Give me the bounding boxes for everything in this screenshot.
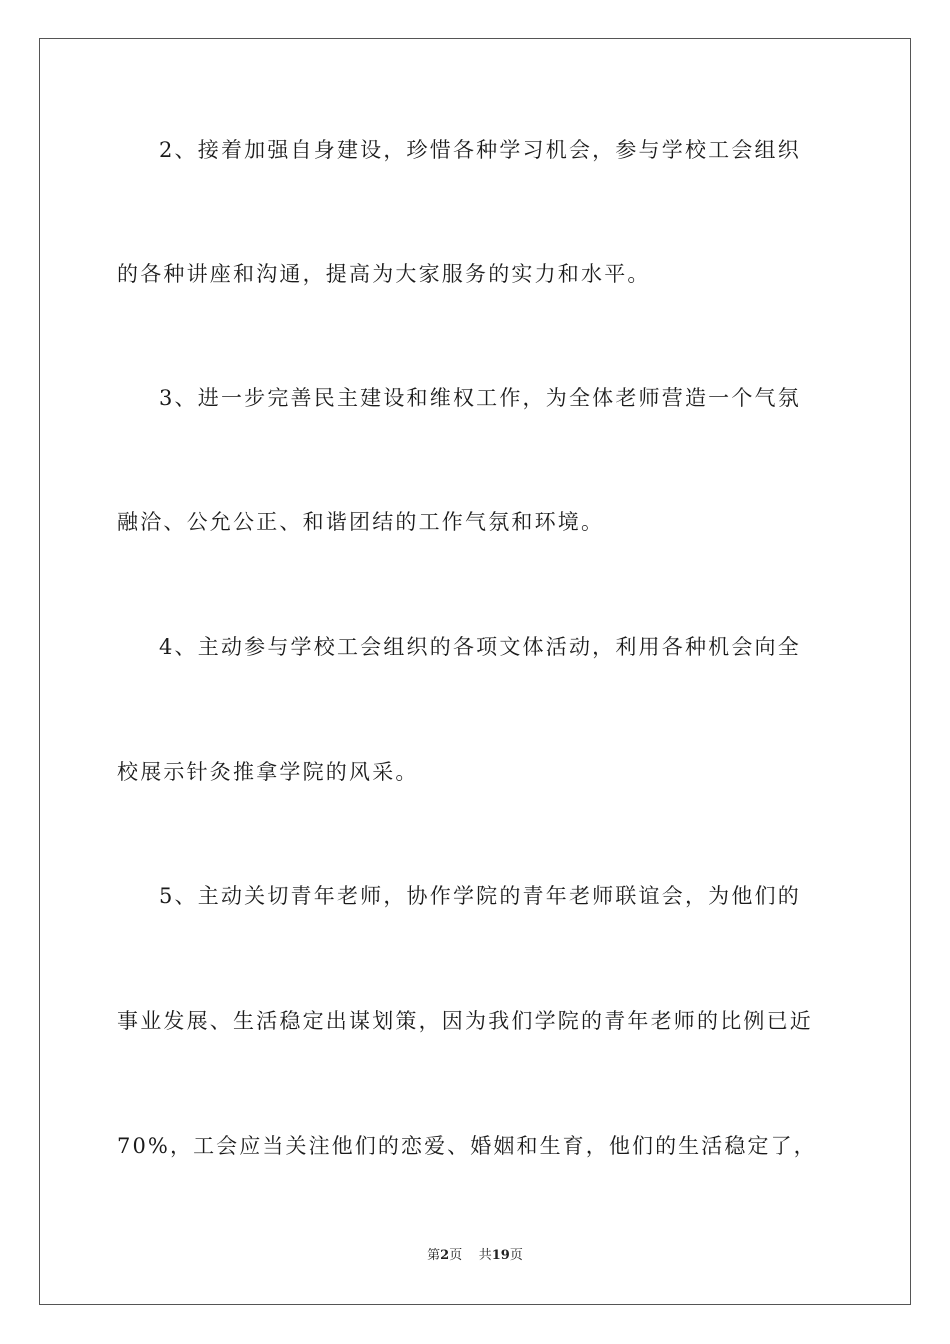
- paragraph-5-line-3: 70%，工会应当关注他们的恋爱、婚姻和生育，他们的生活稳定了，: [117, 1134, 817, 1158]
- total-pages: 19: [491, 1248, 510, 1263]
- page-prefix: 第: [427, 1248, 441, 1263]
- page-suffix: 页: [449, 1248, 463, 1263]
- paragraph-2-line-1: 2、接着加强自身建设，珍惜各种学习机会，参与学校工会组织: [159, 138, 801, 162]
- paragraph-3-line-2: 融洽、公允公正、和谐团结的工作气氛和环境。: [117, 510, 605, 534]
- paragraph-5-line-2: 事业发展、生活稳定出谋划策，因为我们学院的青年老师的比例已近: [117, 1009, 813, 1033]
- paragraph-2-line-2: 的各种讲座和沟通，提高为大家服务的实力和水平。: [117, 262, 651, 286]
- paragraph-4-line-2: 校展示针灸推拿学院的风采。: [117, 760, 419, 784]
- total-suffix: 页: [509, 1248, 523, 1263]
- paragraph-4-line-1: 4、主动参与学校工会组织的各项文体活动，利用各种机会向全: [159, 635, 801, 659]
- paragraph-5-line-1: 5、主动关切青年老师，协作学院的青年老师联谊会，为他们的: [159, 884, 801, 908]
- page-footer: [0, 1247, 950, 1265]
- paragraph-3-line-1: 3、进一步完善民主建设和维权工作，为全体老师营造一个气氛: [159, 386, 801, 410]
- total-prefix: 共: [478, 1248, 492, 1263]
- page-number: 2: [440, 1248, 450, 1263]
- page-frame: [39, 38, 911, 1305]
